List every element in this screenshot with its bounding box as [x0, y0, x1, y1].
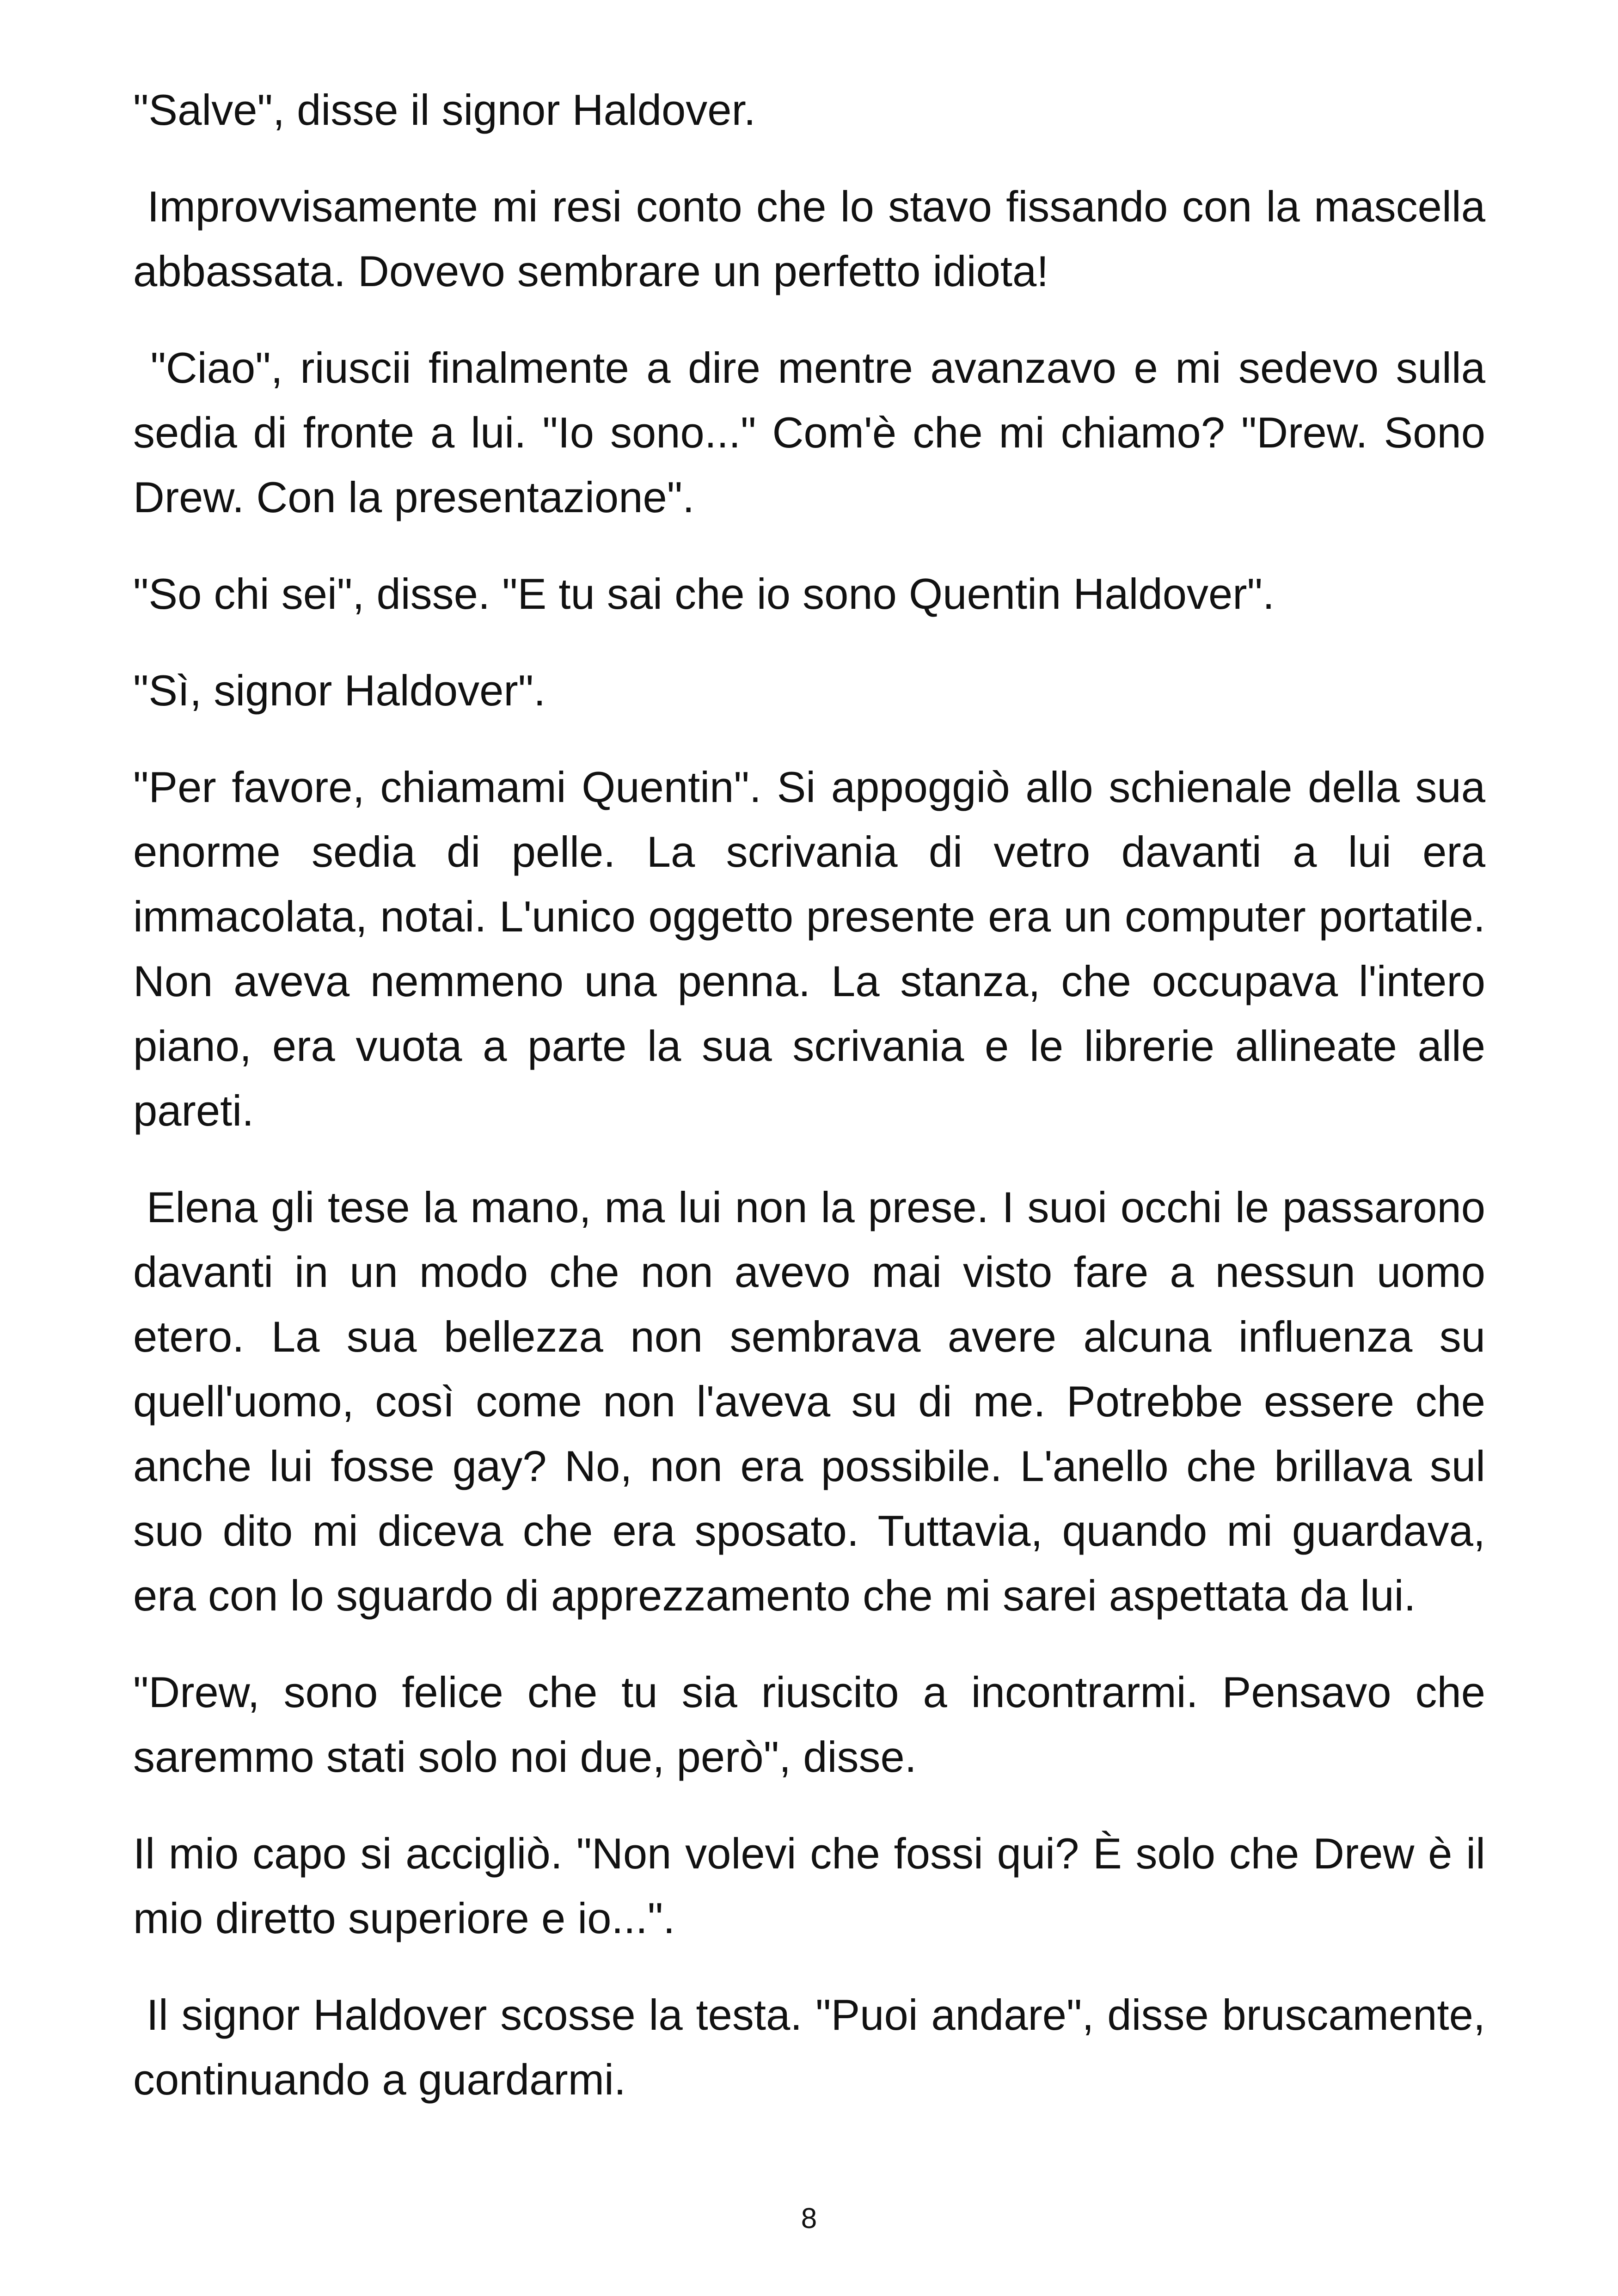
paragraph: "So chi sei", disse. "E tu sai che io sono Quentin Haldover".: [133, 569, 1275, 618]
paragraph: "Ciao", riuscii finalmente a dire mentre avanzavo e mi sedevo sulla sedia di fronte a lui. "Io sono..." Com'è che mi chiamo? "Drew. Sono Drew. Con la presentazione".: [133, 343, 1485, 521]
paragraph: "Per favore, chiamami Quentin". Si appoggiò allo schienale della sua enorme sedia di pelle. La scrivania di vetro davanti a lui era immacolata, notai. L'unico oggetto presente era un computer portatile. Non aveva nemmeno una penna. La stanza, che occupava l'intero piano, era vuota a parte la sua scrivania e le librerie allineate alle pareti.: [133, 763, 1485, 1135]
paragraph: Il mio capo si accigliò. "Non volevi che fossi qui? È solo che Drew è il mio diretto superiore e io...".: [133, 1829, 1485, 1942]
paragraph: "Sì, signor Haldover".: [133, 666, 546, 715]
paragraph: "Salve", disse il signor Haldover.: [133, 86, 756, 134]
paragraph: Elena gli tese la mano, ma lui non la prese. I suoi occhi le passarono davanti in un modo che non avevo mai visto fare a nessun uomo etero. La sua bellezza non sembrava avere alcuna influenza su quell'uomo, così come non l'aveva su di me. Potrebbe essere che anche lui fosse gay? No, non era possibile. L'anello che brillava sul suo dito mi diceva che era sposato. Tuttavia, quando mi guardava, era con lo sguardo di apprezzamento che mi sarei aspettata da lui.: [133, 1183, 1486, 1620]
page-number: 8: [801, 2203, 817, 2235]
paragraph: Improvvisamente mi resi conto che lo stavo fissando con la mascella abbassata. Dovevo sembrare un perfetto idiota!: [133, 182, 1485, 295]
paragraph: Il signor Haldover scosse la testa. "Puoi andare", disse bruscamente, continuando a guardarmi.: [133, 1990, 1485, 2104]
paragraph: "Drew, sono felice che tu sia riuscito a incontrarmi. Pensavo che saremmo stati solo noi due, però", disse.: [133, 1668, 1485, 1781]
body-text: [133, 78, 1485, 2144]
